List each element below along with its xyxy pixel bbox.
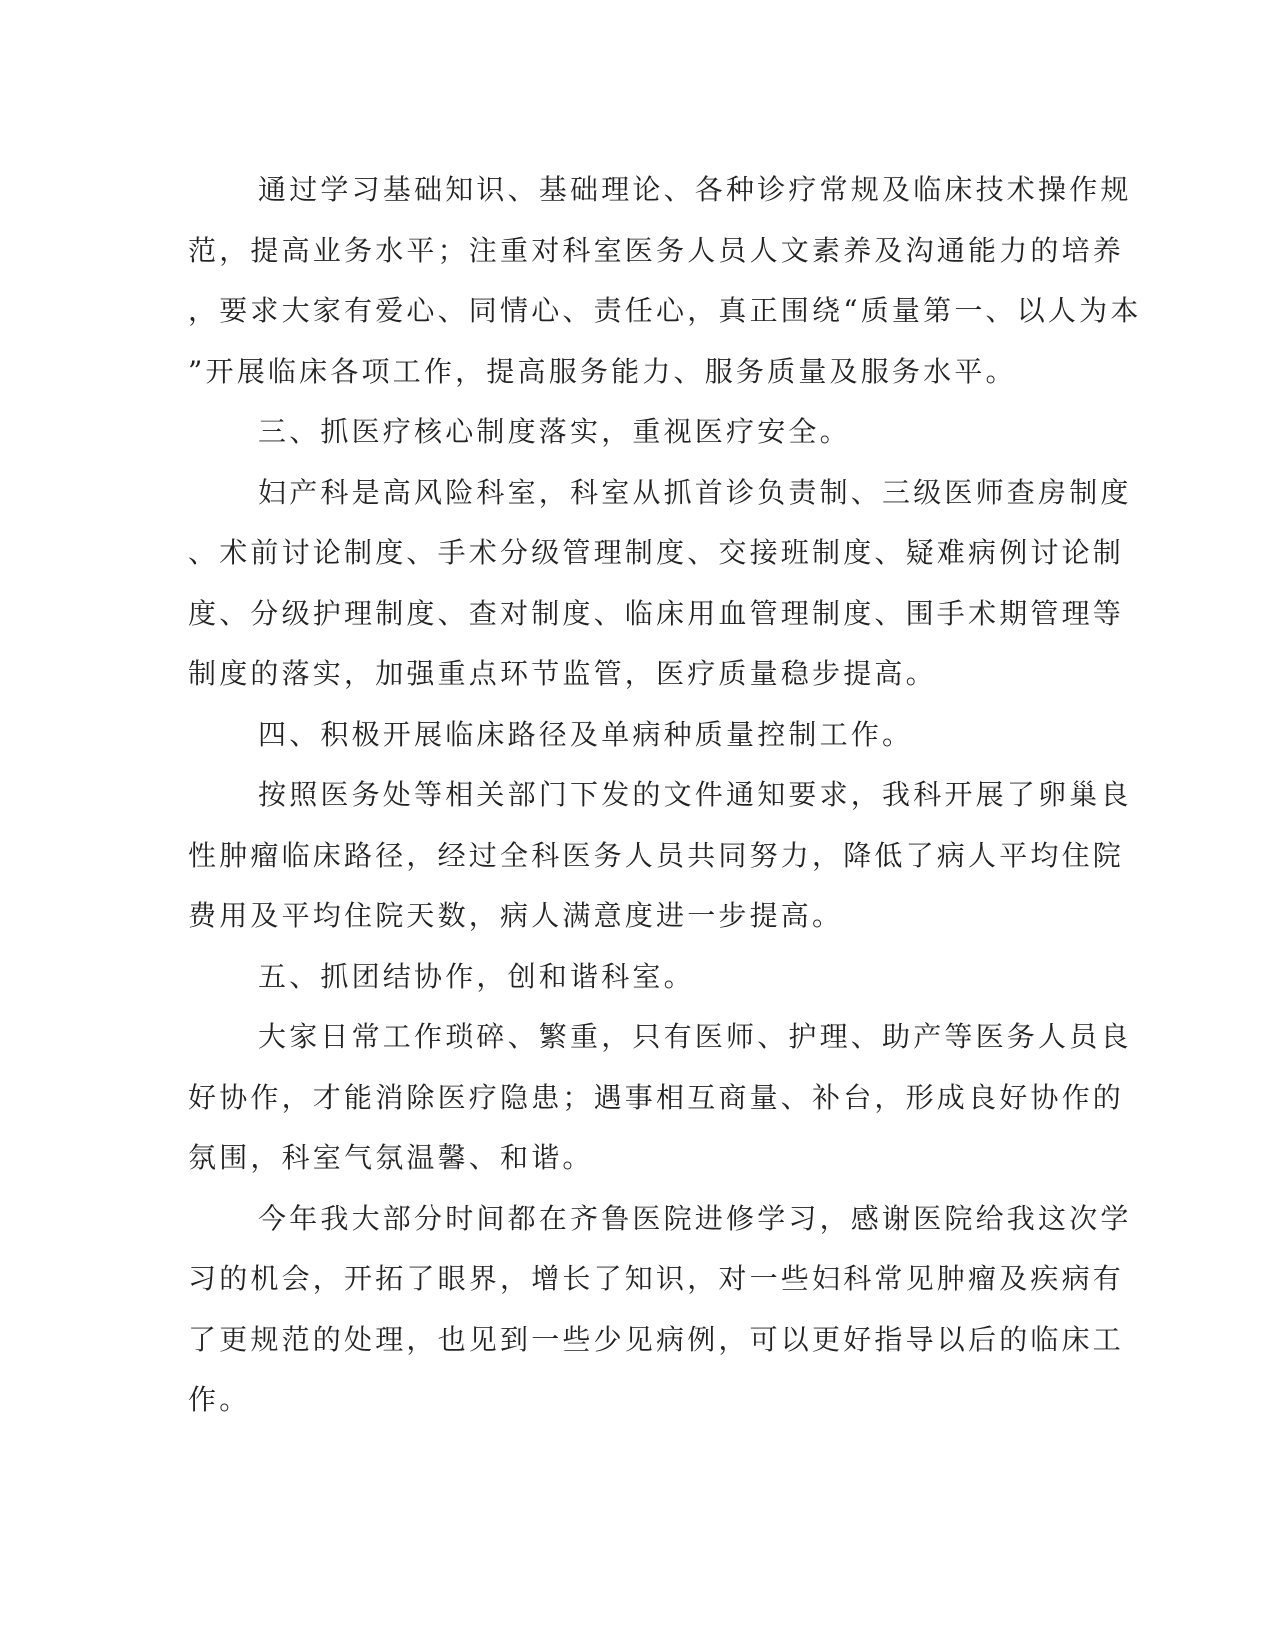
text-line: 三、抓医疗核心制度落实，重视医疗安全。: [258, 415, 851, 448]
text-line: 作。: [188, 1383, 251, 1416]
text-line: 制度的落实，加强重点环节监管，医疗质量稳步提高。: [188, 657, 937, 690]
text-line: 范，提高业务水平；注重对科室医务人员人文素养及沟通能力的培养: [188, 233, 1125, 267]
document-body: [188, 160, 1142, 1431]
text-line: 五、抓团结协作，创和谐科室。: [258, 959, 695, 993]
text-line: 好协作，才能消除医疗隐患；遇事相互商量、补台，形成良好协作的: [188, 1080, 1125, 1114]
text-line: 了更规范的处理，也见到一些少见病例，可以更好指导以后的临床工: [188, 1322, 1125, 1356]
text-line: ”开展临床各项工作，提高服务能力、服务质量及服务水平。: [188, 354, 1017, 388]
text-line: 大家日常工作琐碎、繁重，只有医师、护理、助产等医务人员良: [258, 1020, 1132, 1053]
text-line: 性肿瘤临床路径，经过全科医务人员共同努力，降低了病人平均住院: [188, 838, 1125, 872]
text-line: ，要求大家有爱心、同情心、责任心，真正围绕“质量第一、以人为本: [188, 294, 1142, 327]
text-line: 度、分级护理制度、查对制度、临床用血管理制度、围手术期管理等: [188, 596, 1125, 630]
text-line: 四、积极开展临床路径及单病种质量控制工作。: [258, 717, 914, 751]
text-line: 费用及平均住院天数，病人满意度进一步提高。: [188, 899, 844, 932]
text-line: 习的机会，开拓了眼界，增长了知识，对一些妇科常见肿瘤及疾病有: [188, 1262, 1125, 1295]
text-line: 妇产科是高风险科室，科室从抓首诊负责制、三级医师查房制度: [258, 475, 1132, 509]
text-line: 今年我大部分时间都在齐鲁医院进修学习，感谢医院给我这次学: [258, 1201, 1132, 1235]
text-line: 按照医务处等相关部门下发的文件通知要求，我科开展了卵巢良: [258, 778, 1132, 811]
text-line: 氛围，科室气氛温馨、和谐。: [188, 1141, 594, 1174]
text-line: 通过学习基础知识、基础理论、各种诊疗常规及临床技术操作规: [258, 173, 1132, 206]
text-line: 、术前讨论制度、手术分级管理制度、交接班制度、疑难病例讨论制: [188, 536, 1125, 569]
